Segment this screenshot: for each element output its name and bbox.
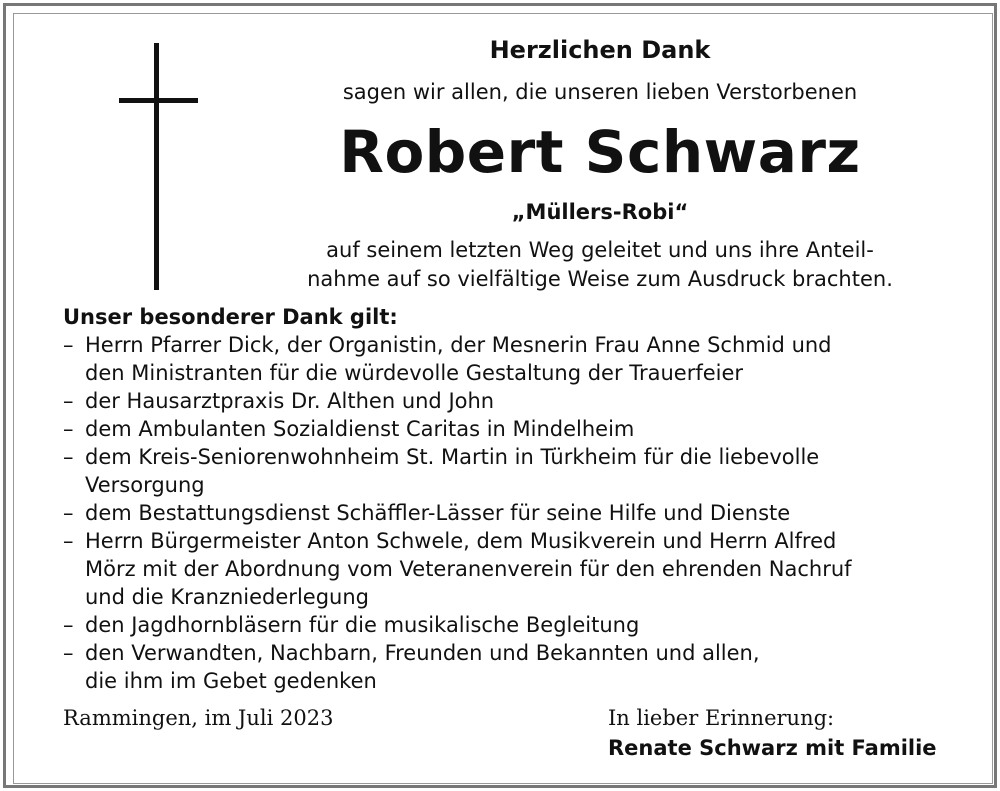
thanks-item-line: den Ministranten für die würdevolle Gestaltung der Trauerfeier bbox=[85, 361, 744, 385]
thanks-item-line: – Herrn Pfarrer Dick, der Organistin, der Mesnerin Frau Anne Schmid und bbox=[85, 333, 832, 357]
thanks-item-line: – dem Ambulanten Sozialdienst Caritas in Mindelheim bbox=[85, 417, 635, 441]
thanks-item bbox=[63, 387, 943, 415]
thanks-item bbox=[63, 415, 943, 443]
nickname: „Müllers-Robi“ bbox=[511, 200, 689, 224]
cross-vertical-bar bbox=[154, 43, 159, 290]
thanks-item bbox=[63, 611, 943, 639]
deceased-name: Robert Schwarz bbox=[339, 118, 861, 186]
memory-label: In lieber Erinnerung: bbox=[608, 706, 835, 730]
thanks-item-line: und die Kranzniederlegung bbox=[85, 585, 369, 609]
thanks-item-line: die ihm im Gebet gedenken bbox=[85, 669, 377, 693]
heading: Herzlichen Dank bbox=[489, 36, 711, 64]
closing-text bbox=[270, 236, 930, 294]
closing-line: nahme auf so vielfältige Weise zum Ausdruck brachten. bbox=[307, 267, 893, 291]
thanks-item-line: Versorgung bbox=[85, 473, 205, 497]
thanks-item bbox=[63, 639, 943, 695]
thanks-item-line: – dem Bestattungsdienst Schäffler-Lässer für seine Hilfe und Dienste bbox=[85, 501, 791, 525]
thanks-item-line: – den Jagdhornbläsern für die musikalische Begleitung bbox=[85, 613, 640, 637]
thanks-section bbox=[63, 303, 943, 695]
thanks-item bbox=[63, 331, 943, 387]
thanks-item-line: – der Hausarztpraxis Dr. Althen und John bbox=[85, 389, 495, 413]
thanks-item bbox=[63, 499, 943, 527]
closing-line: auf seinem letzten Weg geleitet und uns ihre Anteil- bbox=[326, 238, 874, 262]
thanks-item bbox=[63, 527, 943, 611]
thanks-title: Unser besonderer Dank gilt: bbox=[63, 305, 398, 329]
place-date: Rammingen, im Juli 2023 bbox=[63, 706, 334, 730]
intro-text: sagen wir allen, die unseren lieben Verstorbenen bbox=[342, 80, 858, 104]
thanks-item-line: – Herrn Bürgermeister Anton Schwele, dem Musikverein und Herrn Alfred bbox=[85, 529, 837, 553]
thanks-item bbox=[63, 443, 943, 499]
thanks-item-line: – dem Kreis-Seniorenwohnheim St. Martin in Türkheim für die liebevolle bbox=[85, 445, 820, 469]
thanks-item-line: – den Verwandten, Nachbarn, Freunden und Bekannten und allen, bbox=[85, 641, 760, 665]
cross-horizontal-bar bbox=[119, 98, 198, 103]
signature: Renate Schwarz mit Familie bbox=[608, 736, 937, 760]
thanks-item-line: Mörz mit der Abordnung vom Veteranenverein für den ehrenden Nachruf bbox=[85, 557, 852, 581]
